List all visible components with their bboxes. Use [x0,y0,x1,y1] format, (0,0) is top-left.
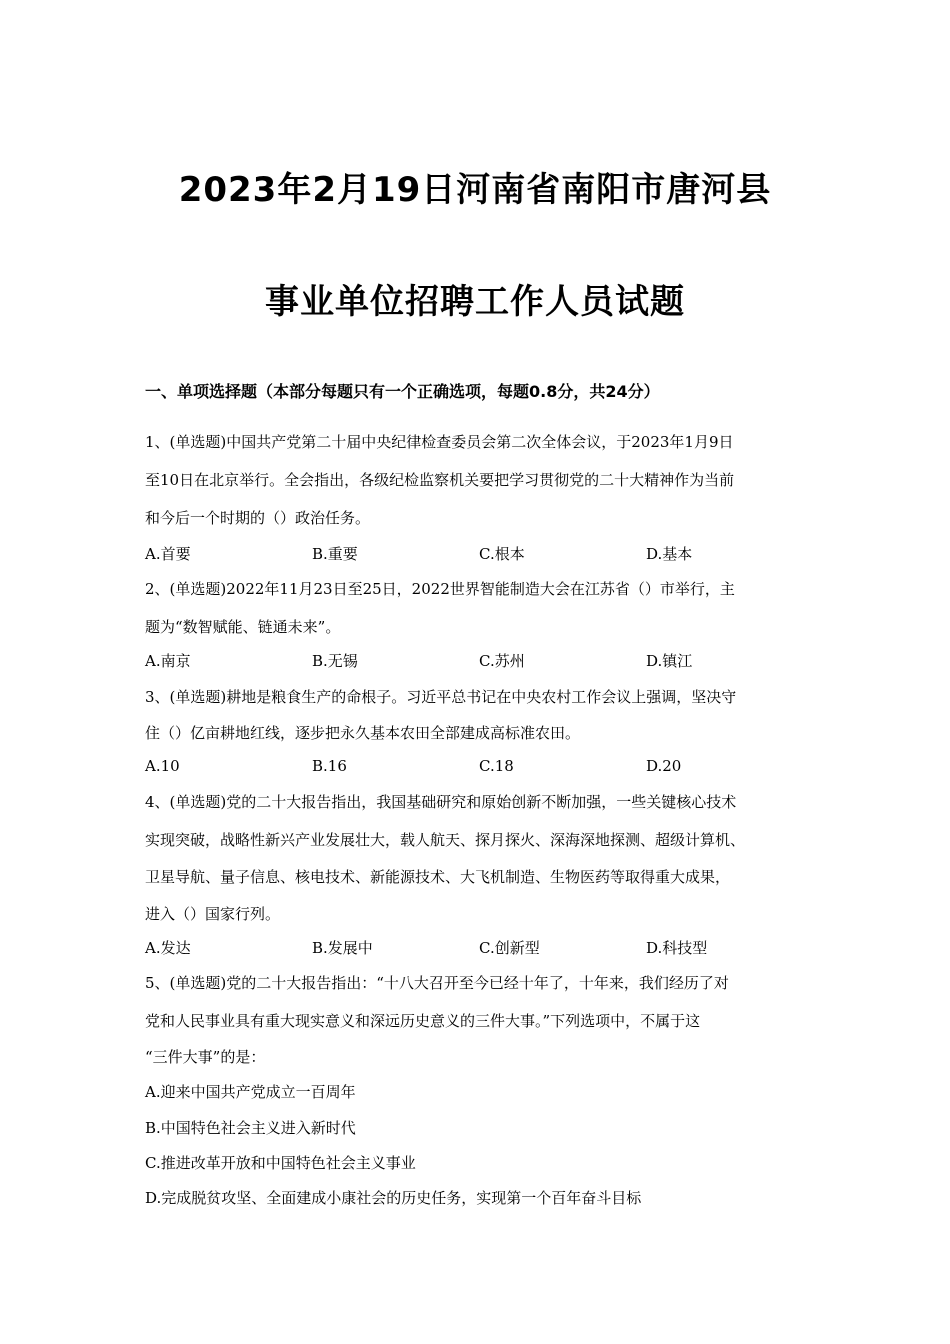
question-5-line-2: 党和人民事业具有重大现实意义和深远历史意义的三件大事。”下列选项中，不属于这 [145,1012,701,1030]
section-heading: 一、单项选择题（本部分每题只有一个正确选项，每题0.8分，共24分） [145,382,660,401]
question-5-option-d: D.完成脱贫攻坚、全面建成小康社会的历史任务，实现第一个百年奋斗目标 [145,1189,642,1207]
question-2-option-a: A.南京 [145,652,191,670]
question-2-option-d: D.镇江 [646,652,693,670]
question-5-option-c: C.推进改革开放和中国特色社会主义事业 [145,1154,416,1172]
question-4-option-c: C.创新型 [479,939,540,957]
question-2-option-b: B.无锡 [312,652,358,670]
question-4-option-a: A.发达 [145,939,191,957]
question-4-line-3: 卫星导航、量子信息、核电技术、新能源技术、大飞机制造、生物医药等取得重大成果， [145,868,731,886]
question-1-line-2: 至10日在北京举行。全会指出，各级纪检监察机关要把学习贯彻党的二十大精神作为当前 [145,471,735,489]
question-1-option-b: B.重要 [312,545,358,563]
question-1-line-1: 1、(单选题)中国共产党第二十届中央纪律检查委员会第二次全体会议，于2023年1月9日 [145,433,734,451]
question-1-option-d: D.基本 [646,545,693,563]
document-title-line-2: 事业单位招聘工作人员试题 [265,282,685,322]
document-title-line-1: 2023年2月19日河南省南阳市唐河县 [178,170,772,210]
question-1-line-3: 和今后一个时期的（）政治任务。 [145,509,371,527]
question-4-option-b: B.发展中 [312,939,373,957]
question-4-option-d: D.科技型 [646,939,708,957]
question-3-option-b: B.16 [312,757,347,775]
question-1-option-c: C.根本 [479,545,525,563]
question-2-option-c: C.苏州 [479,652,525,670]
question-5-option-b: B.中国特色社会主义进入新时代 [145,1119,356,1137]
question-2-line-1: 2、(单选题)2022年11月23日至25日，2022世界智能制造大会在江苏省（）市举行，主 [145,580,735,598]
question-3-line-1: 3、(单选题)耕地是粮食生产的命根子。习近平总书记在中央农村工作会议上强调，坚决守 [145,688,737,706]
question-4-line-1: 4、(单选题)党的二十大报告指出，我国基础研究和原始创新不断加强，一些关键核心技术 [145,793,737,811]
question-1-option-a: A.首要 [145,545,191,563]
question-4-line-2: 实现突破，战略性新兴产业发展壮大，载人航天、探月探火、深海深地探测、超级计算机、 [145,831,746,849]
question-4-line-4: 进入（）国家行列。 [145,905,281,923]
question-3-option-c: C.18 [479,757,514,775]
question-3-option-a: A.10 [145,757,180,775]
question-5-line-3: “三件大事”的是： [145,1048,266,1066]
question-2-line-2: 题为“数智赋能、链通未来”。 [145,618,341,636]
question-3-option-d: D.20 [646,757,682,775]
question-3-line-2: 住（）亿亩耕地红线，逐步把永久基本农田全部建成高标准农田。 [145,724,581,742]
question-5-option-a: A.迎来中国共产党成立一百周年 [145,1083,356,1101]
question-5-line-1: 5、(单选题)党的二十大报告指出：“十八大召开至今已经十年了，十年来，我们经历了对 [145,974,729,992]
